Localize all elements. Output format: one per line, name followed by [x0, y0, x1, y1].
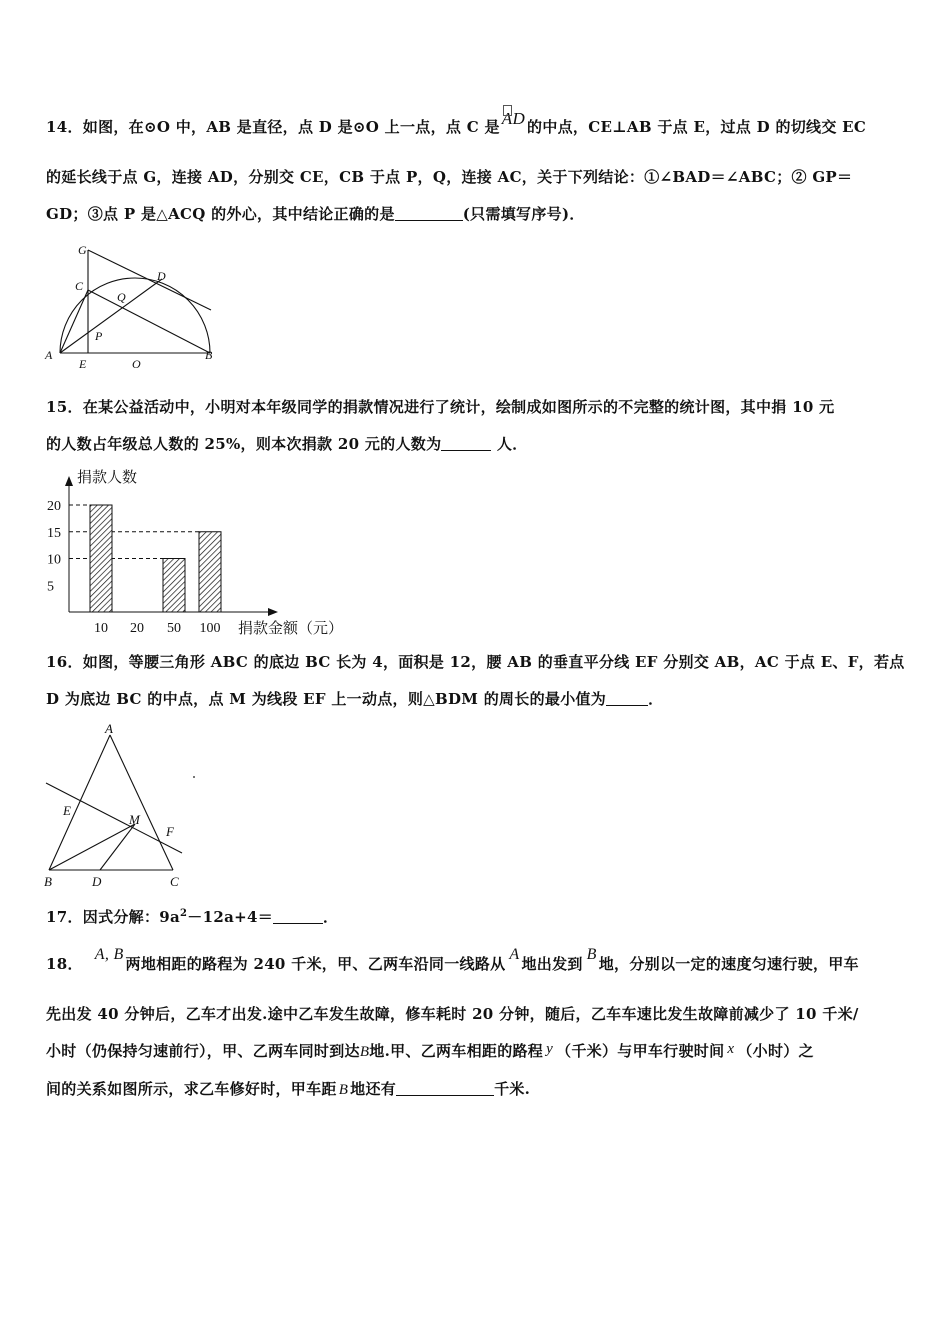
- q18-b-label-2: B: [359, 1044, 370, 1060]
- q18-text-1c: 地，分别以一定的速度匀速行驶，甲车: [598, 955, 859, 973]
- label-c: C: [170, 874, 179, 889]
- stray-dot: [193, 776, 195, 778]
- label-m: M: [129, 812, 140, 827]
- q15-text-1: 15．在某公益活动中，小明对本年级同学的捐款情况进行了统计，绘制成如图所示的不完整的统计图，其中捐 10 元: [46, 398, 835, 416]
- q18-a-label: A: [509, 946, 520, 963]
- q18-text-4b: 地还有: [350, 1080, 397, 1098]
- y-tick-20: 20: [47, 499, 61, 514]
- x-tick-20: 20: [130, 621, 144, 636]
- q17-text-mid: －12a+4＝: [187, 908, 273, 926]
- label-p: P: [95, 329, 103, 343]
- tangent-gd: [88, 250, 211, 310]
- y-axis-arrow: [65, 476, 73, 486]
- bar-100: [199, 532, 221, 612]
- q18-line-3: [46, 1040, 814, 1061]
- side-ab: [49, 735, 110, 870]
- q18-text-3b: 地.甲、乙两车相距的路程: [369, 1042, 544, 1060]
- bisector-ef: [46, 783, 182, 853]
- q14-text-1a: 14．如图，在⊙O 中，AB 是直径，点 D 是⊙O 上一点，点 C 是: [46, 118, 500, 136]
- q17-text-pre: 17．因式分解：9a: [46, 908, 181, 926]
- q15-text-2a: 的人数占年级总人数的 25%，则本次捐款 20 元的人数为: [46, 435, 442, 453]
- q16-line-1: [46, 651, 905, 672]
- q18-text-2: 先出发 40 分钟后，乙车才出发.途中乙车发生故障，修车耗时 20 分钟，随后，乙车车速比发生故障前减少了 10 千米/: [46, 1005, 859, 1023]
- q18-y-var: y: [546, 1041, 554, 1057]
- q18-text-1b: 地出发到: [521, 955, 583, 973]
- q15-line-2: [46, 433, 528, 454]
- y-tick-10: 10: [47, 552, 61, 568]
- label-f: F: [166, 824, 174, 839]
- label-e: E: [79, 357, 87, 371]
- q14-line-1: [46, 109, 867, 137]
- y-axis-title: 捐款人数: [77, 470, 138, 486]
- arc-ad-label: AD: [501, 109, 526, 128]
- y-tick-5: 5: [47, 579, 54, 595]
- q14-text-2: 的延长线于点 G，连接 AD，分别交 CE，CB 于点 P，Q，连接 AC，关于下列结论：①∠BAD＝∠ABC；② GP＝: [46, 168, 853, 186]
- donation-bar-chart: [40, 460, 350, 640]
- x-axis-arrow: [268, 608, 278, 616]
- q18-line-1: [46, 946, 859, 974]
- label-q: Q: [117, 290, 126, 304]
- label-b: B: [205, 348, 213, 362]
- q15-line-1: [46, 396, 834, 417]
- label-o: O: [132, 357, 141, 371]
- q18-number: 18．: [46, 955, 83, 973]
- q18-x-var: x: [727, 1041, 735, 1057]
- x-axis-title: 捐款金额（元）: [238, 621, 344, 637]
- q17-exponent: 2: [180, 908, 188, 919]
- q17-text-post: ．: [323, 908, 339, 926]
- q16-line-2: [46, 688, 663, 709]
- label-g: G: [78, 243, 87, 257]
- q14-text-3b: (只需填写序号)．: [462, 205, 585, 223]
- q16-triangle-figure: [40, 718, 200, 893]
- q18-text-1a: 两地相距的路程为 240 千米，甲、乙两车沿同一线路从: [125, 955, 506, 973]
- y-tick-15: 15: [47, 525, 61, 541]
- x-tick-10: 10: [94, 621, 108, 636]
- bar-50: [163, 559, 185, 613]
- q16-text-1: 16．如图，等腰三角形 ABC 的底边 BC 长为 4，面积是 12，腰 AB 的垂直平分线 EF 分别交 AB，AC 于点 E、F，若点: [46, 653, 905, 671]
- q14-answer-blank[interactable]: [395, 206, 463, 221]
- side-ac: [110, 735, 173, 870]
- segment-ac: [60, 290, 88, 353]
- x-tick-50: 50: [167, 621, 181, 636]
- q18-b-label: B: [586, 946, 597, 963]
- q14-text-3a: GD；③点 P 是△ACQ 的外心，其中结论正确的是: [46, 205, 395, 223]
- q14-line-3: [46, 203, 585, 224]
- label-d: D: [92, 874, 102, 889]
- q16-text-2b: ．: [648, 690, 664, 708]
- segment-bm: [49, 824, 135, 870]
- segment-dm: [100, 824, 135, 870]
- q15-answer-blank[interactable]: [441, 436, 491, 451]
- label-c: C: [75, 279, 84, 293]
- q18-text-4c: 千米.: [494, 1080, 531, 1098]
- q18-line-2: [46, 1003, 859, 1024]
- q14-line-2: [46, 166, 852, 187]
- q18-ab-label: A, B: [94, 946, 124, 963]
- bar-10: [90, 505, 112, 612]
- q15-text-2b: 人．: [491, 435, 528, 453]
- q17-line: [46, 906, 338, 927]
- label-a: A: [105, 721, 113, 736]
- label-e: E: [63, 803, 71, 818]
- q16-text-2a: D 为底边 BC 的中点，点 M 为线段 EF 上一动点，则△BDM 的周长的最小值为: [46, 690, 607, 708]
- q14-circle-figure: [40, 242, 230, 372]
- q16-answer-blank[interactable]: [606, 691, 648, 706]
- segment-cb: [88, 290, 210, 353]
- q18-b-label-3: B: [338, 1082, 349, 1098]
- q14-text-1b: 的中点，CE⊥AB 于点 E，过点 D 的切线交 EC: [527, 118, 867, 136]
- x-tick-100: 100: [199, 621, 221, 636]
- q17-answer-blank[interactable]: [273, 909, 323, 924]
- q18-text-3a: 小时（仍保持匀速前行），甲、乙两车同时到达: [46, 1042, 360, 1060]
- q18-text-3c: （千米）与甲车行驶时间: [556, 1042, 725, 1060]
- label-a: A: [45, 348, 53, 362]
- q18-line-4: [46, 1078, 530, 1099]
- label-d: D: [157, 269, 166, 283]
- q18-answer-blank[interactable]: [396, 1081, 494, 1096]
- label-b: B: [44, 874, 52, 889]
- q18-text-4a: 间的关系如图所示，求乙车修好时，甲车距: [46, 1080, 337, 1098]
- q18-text-3d: （小时）之: [737, 1042, 814, 1060]
